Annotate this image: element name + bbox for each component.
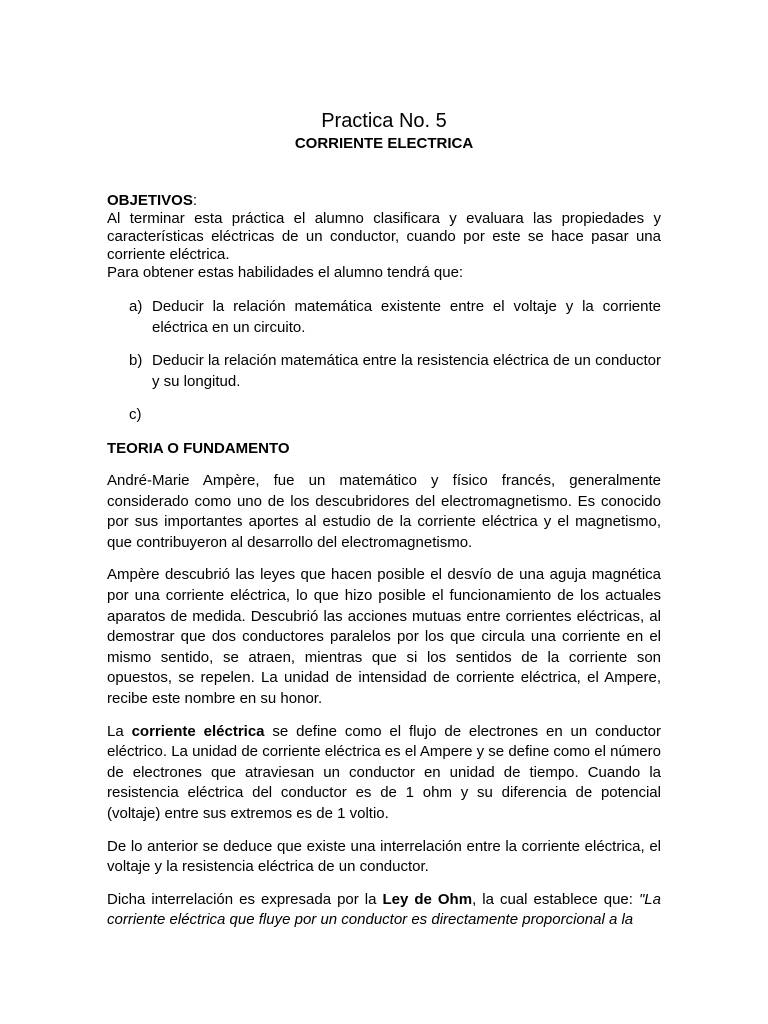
objectives-section — [107, 192, 661, 425]
p5-bold-term: Ley de Ohm — [382, 890, 473, 908]
theory-paragraph-4: De lo anterior se deduce que existe una interrelación entre la corriente eléctrica, el voltaje y la resistencia eléctrica de un conductor. — [107, 837, 661, 876]
theory-paragraph-5 — [107, 890, 661, 931]
objectives-intro: Al terminar esta práctica el alumno clasificara y evaluara las propiedades y características eléctricas de un conductor, cuando por este se hace pasar una corriente eléctrica. — [107, 210, 661, 263]
list-item — [107, 296, 661, 338]
p5-italic-quote: "La corriente eléctrica que fluye por un conductor es directamente proporcional a la — [107, 890, 661, 929]
list-marker: c) — [129, 406, 142, 423]
objectives-colon: : — [192, 192, 198, 209]
list-marker: b) — [129, 352, 143, 369]
list-item-text: Deducir la relación matemática entre la resistencia eléctrica de un conductor y su longitud. — [152, 352, 661, 390]
p3-rest: se define como el flujo de electrones en un conductor eléctrico. La unidad de corriente eléctrica es el Ampere y se define como el número de electrones que atraviesan un conductor en unidad de tiempo. Cuando la resistencia eléctrica del conductor es de 1 ohm y su diferencia de potencial (voltaje) entre sus extremos es de 1 voltio. — [107, 722, 661, 822]
list-item-text: Deducir la relación matemática existente entre el voltaje y la corriente eléctrica en un circuito. — [152, 298, 661, 336]
p3-start: La — [107, 722, 132, 740]
theory-paragraph-3 — [107, 722, 661, 825]
list-item — [107, 350, 661, 392]
objectives-list — [107, 296, 661, 425]
page-subtitle: CORRIENTE ELECTRICA — [294, 135, 474, 152]
page-title: Practica No. 5 — [321, 110, 447, 132]
list-item — [107, 404, 661, 425]
p3-bold-term: corriente eléctrica — [131, 722, 265, 740]
objectives-lead: Para obtener estas habilidades el alumno tendrá que: — [107, 264, 464, 281]
theory-paragraph-1: André-Marie Ampère, fue un matemático y físico francés, generalmente considerado como uno de los descubridores del electromagnetismo. Es conocido por sus importantes aportes al estudio de la corriente eléctrica y el magnetismo, que contribuyeron al desarrollo del electromagnetismo. — [107, 472, 661, 551]
document-page — [107, 108, 661, 943]
objectives-heading-line — [107, 192, 661, 210]
objectives-heading: OBJETIVOS — [107, 192, 193, 209]
p5-mid: , la cual establece que: — [472, 890, 639, 908]
theory-paragraph-2: Ampère descubrió las leyes que hacen posible el desvío de una aguja magnética por una corriente eléctrica, lo que hizo posible el funcionamiento de los actuales aparatos de medida. Descubrió las acciones mutuas entre corrientes eléctricas, al demostrar que dos conductores paralelos por los que circula una corriente en el mismo sentido, se atraen, mientras que si los sentidos de la corriente son opuestos, se repelen. La unidad de intensidad de corriente eléctrica, el Ampere, recibe este nombre en su honor. — [107, 566, 661, 707]
list-marker: a) — [129, 298, 143, 315]
p5-start: Dicha interrelación es expresada por la — [107, 890, 383, 908]
theory-heading: TEORIA O FUNDAMENTO — [107, 440, 290, 457]
